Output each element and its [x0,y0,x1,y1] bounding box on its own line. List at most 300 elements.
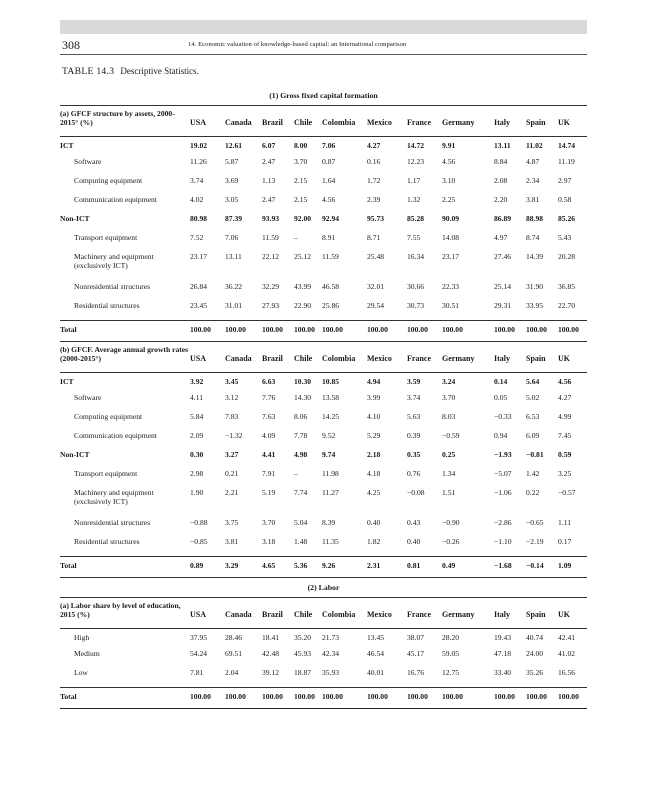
table-cell: 35.26 [526,668,544,677]
table-row [60,431,587,450]
column-header-row [60,342,587,372]
column-header: Spain [526,354,546,363]
table-cell: 2.04 [225,668,239,677]
table-cell: 37.95 [190,633,208,642]
table-cell: 40.01 [367,668,385,677]
row-label-text-line2: (exclusively ICT) [74,497,128,507]
table-cell: −1.06 [494,488,512,497]
table-cell: 43.99 [294,282,312,291]
row-label [60,325,190,334]
table-row [60,233,587,252]
table-cell: 5.36 [294,561,308,570]
table-cell: 36.85 [558,282,576,291]
table-cell: 46.54 [367,649,385,658]
part-heading: (a) Labor share by level of education, 2015 (%) [60,601,181,619]
table-cell: 4.27 [558,393,572,402]
table-cell: 13.45 [367,633,385,642]
table-cell: 7.91 [262,469,276,478]
row-label [60,692,190,701]
table-cell: 4.10 [367,412,381,421]
table-cell: 2.09 [190,431,204,440]
table-cell: 1.51 [442,488,456,497]
table-cell: 1.17 [407,176,421,185]
table-cell: 19.02 [190,141,208,150]
table-cell: 0.35 [407,450,421,459]
table-cell: 30.51 [442,301,460,310]
column-header: Spain [526,610,546,619]
row-label [60,488,190,506]
row-label-text: Total [60,325,77,334]
table-cell: 2.47 [262,195,276,204]
row-label-text: Computing equipment [74,412,143,421]
table-row [60,157,587,176]
table-cell: 3.75 [225,518,239,527]
table-cell: 4.11 [190,393,204,402]
table-cell: 5.87 [225,157,239,166]
table-cell: 2.15 [294,195,308,204]
table-cell: 2.39 [367,195,381,204]
table-cell: −5.07 [494,469,512,478]
row-label-text-line2: (exclusively ICT) [74,261,128,271]
table-cell: 11.59 [262,233,279,242]
table-cell: 23.17 [190,252,208,261]
table-cell: 18.41 [262,633,280,642]
table-cell: – [294,233,298,242]
table-cell: 3.99 [367,393,381,402]
table-cell: 23.45 [190,301,208,310]
table-cell: 3.70 [294,157,308,166]
row-label-text: ICT [60,377,74,386]
table-cell: 100.00 [558,325,579,334]
table-cell: 6.63 [262,377,276,386]
total-row [60,321,587,341]
table-title [62,66,199,77]
column-header: Italy [494,610,510,619]
column-header: France [407,118,431,127]
row-label-text: Non-ICT [60,214,90,223]
table-row [60,668,587,687]
table-cell: 11.19 [558,157,575,166]
table-cell: 3.70 [442,393,456,402]
row-label [60,633,190,642]
row-label [60,157,190,166]
table-name: Descriptive Statistics. [120,66,199,76]
column-header: Brazil [262,610,283,619]
table-cell: 6.09 [526,431,540,440]
table-cell: 11.02 [526,141,543,150]
table-cell: 100.00 [526,325,547,334]
table-cell: 9.91 [442,141,456,150]
column-header: Germany [442,610,475,619]
table-cell: 100.00 [442,692,463,701]
column-header: Colombia [322,354,356,363]
table-cell: 100.00 [225,692,246,701]
table-cell: 7.74 [294,488,308,497]
table-cell: 90.09 [442,214,460,223]
table-cell: 100.00 [190,692,211,701]
table-cell: 16.76 [407,668,425,677]
table-cell: 3.10 [442,176,456,185]
table-cell: – [294,469,298,478]
table-cell: 47.18 [494,649,512,658]
row-label-text: Communication equipment [74,195,157,204]
table-cell: 6.07 [262,141,276,150]
table-cell: −1.32 [225,431,243,440]
table-row [60,488,587,518]
table-cell: 4.65 [262,561,276,570]
table-cell: 100.00 [225,325,246,334]
table-cell: 1.64 [322,176,336,185]
table-cell: 0.81 [407,561,421,570]
column-header: Mexico [367,118,392,127]
table-cell: 5.64 [526,377,540,386]
column-header: Chile [294,118,313,127]
table-cell: 5.84 [190,412,204,421]
table-cell: 30.73 [407,301,425,310]
table-cell: −0.57 [558,488,576,497]
table-cell: 8.74 [526,233,540,242]
table-cell: 1.09 [558,561,572,570]
table-cell: 5.29 [367,431,381,440]
row-label [60,537,190,546]
table-cell: 80.98 [190,214,208,223]
table-cell: 29.31 [494,301,512,310]
column-header: USA [190,610,207,619]
table-cell: 0.43 [407,518,421,527]
part-heading: (a) GFCF structure by assets, 2000-2015° (%) [60,109,175,127]
table-cell: 0.05 [494,393,508,402]
table-cell: 3.29 [225,561,239,570]
table-cell: 9.26 [322,561,336,570]
table-cell: 0.94 [494,431,508,440]
table-cell: 25.12 [294,252,312,261]
table-cell: 32.01 [367,282,385,291]
table-row [60,195,587,214]
table-cell: 12.61 [225,141,243,150]
row-label [60,377,190,386]
table-cell: 100.00 [262,692,283,701]
table-cell: 0.14 [494,377,508,386]
table-cell: 4.02 [190,195,204,204]
table-cell: 14.25 [322,412,340,421]
row-label [60,195,190,204]
table-row [60,450,587,469]
table-cell: 38.07 [407,633,425,642]
section-title: (2) Labor [307,583,340,592]
column-header: Mexico [367,354,392,363]
table-cell: 100.00 [526,692,547,701]
table-cell: 4.87 [526,157,540,166]
table-cell: 11.26 [190,157,207,166]
table-cell: 100.00 [494,692,515,701]
table-cell: 0.16 [367,157,381,166]
table-cell: 11.27 [322,488,339,497]
table-cell: 4.09 [262,431,276,440]
table-cell: 16.56 [558,668,576,677]
table-cell: 100.00 [190,325,211,334]
table-cell: 40.74 [526,633,544,642]
table-cell: 0.30 [190,450,204,459]
column-header-row [60,106,587,136]
table-cell: −0.90 [442,518,460,527]
table-cell: 8.00 [294,141,308,150]
table-cell: 6.53 [526,412,540,421]
column-header: Italy [494,118,510,127]
table-cell: −0.33 [494,412,512,421]
table-cell: 100.00 [294,692,315,701]
table-cell: 16.34 [407,252,425,261]
table-cell: 41.02 [558,649,576,658]
table-cell: 0.59 [558,450,572,459]
table-cell: 8.71 [367,233,381,242]
table-cell: 2.47 [262,157,276,166]
table-cell: 31.01 [225,301,243,310]
table-cell: 4.41 [262,450,276,459]
row-label-text: Low [74,668,88,677]
table-cell: 30.66 [407,282,425,291]
table-cell: 5.02 [526,393,540,402]
table-cell: 3.92 [190,377,204,386]
table-cell: 100.00 [407,325,428,334]
table-cell: 36.22 [225,282,243,291]
table-row [60,629,587,649]
column-header: Brazil [262,118,283,127]
table-cell: 33.40 [494,668,512,677]
row-label-text: Transport equipment [74,469,138,478]
table-cell: 11.35 [322,537,339,546]
table-cell: 3.74 [190,176,204,185]
table-cell: 13.11 [494,141,511,150]
table-cell: 14.08 [442,233,460,242]
column-header: Colombia [322,118,356,127]
table-cell: 26.84 [190,282,208,291]
table-cell: 0.21 [225,469,239,478]
column-header: USA [190,118,207,127]
table-row [60,214,587,233]
table-cell: 0.40 [407,537,421,546]
table-cell: 86.89 [494,214,512,223]
table-cell: 4.18 [367,469,381,478]
table-cell: 11.59 [322,252,339,261]
table-row [60,412,587,431]
table-cell: 0.58 [558,195,572,204]
row-label [60,668,190,677]
column-header: UK [558,118,570,127]
table-cell: 45.93 [294,649,312,658]
row-label [60,649,190,658]
table-cell: 3.59 [407,377,421,386]
row-label-text: Total [60,561,77,570]
table-cell: 25.14 [494,282,512,291]
column-header: Germany [442,354,475,363]
row-label-text: Communication equipment [74,431,157,440]
table-cell: 2.97 [558,176,572,185]
table-cell: 0.49 [442,561,456,570]
table-cell: 100.00 [407,692,428,701]
table-cell: 12.75 [442,668,460,677]
table-label: TABLE 14.3 [62,66,115,77]
table-cell: 14.72 [407,141,425,150]
table-cell: 23.17 [442,252,460,261]
column-header: Mexico [367,610,392,619]
table-cell: 5.63 [407,412,421,421]
table-cell: 3.18 [262,537,276,546]
column-header: France [407,354,431,363]
table-cell: 3.70 [262,518,276,527]
table-cell: 1.82 [367,537,381,546]
table-cell: 4.25 [367,488,381,497]
table-cell: 14.74 [558,141,576,150]
table-cell: 7.06 [225,233,239,242]
table-cell: 2.08 [494,176,508,185]
table-cell: 7.63 [262,412,276,421]
table-cell: 0.89 [190,561,204,570]
table-cell: 3.27 [225,450,239,459]
table-row [60,137,587,157]
table-cell: 4.56 [322,195,336,204]
table-cell: 13.58 [322,393,340,402]
table-cell: 11.98 [322,469,339,478]
column-header: Canada [225,354,252,363]
table-cell: 28.46 [225,633,243,642]
row-label [60,450,190,459]
table-cell: 1.42 [526,469,540,478]
table-cell: 3.81 [225,537,239,546]
table-row [60,282,587,301]
table-cell: 0.39 [407,431,421,440]
table-cell: 4.97 [494,233,508,242]
table-cell: 25.48 [367,252,385,261]
table-cell: 42.41 [558,633,576,642]
table-cell: 4.56 [442,157,456,166]
table-row [60,176,587,195]
table-cell: 100.00 [442,325,463,334]
table-row [60,537,587,556]
column-header: Germany [442,118,475,127]
column-header: UK [558,354,570,363]
page-number: 308 [62,38,80,52]
table-cell: 14.39 [526,252,544,261]
table-row [60,469,587,488]
table-cell: 2.15 [294,176,308,185]
table-cell: 1.32 [407,195,421,204]
table-cell: 27.46 [494,252,512,261]
table-cell: 2.98 [190,469,204,478]
table-cell: 100.00 [322,325,343,334]
table-cell: −1.10 [494,537,512,546]
row-label-text: Machinery and equipment [74,252,154,261]
table-cell: 2.18 [367,450,381,459]
table-cell: 8.06 [294,412,308,421]
table-cell: −0.14 [526,561,544,570]
table-cell: 3.24 [442,377,456,386]
table-cell: 0.25 [442,450,456,459]
table-cell: 54.24 [190,649,208,658]
table-cell: 0.76 [407,469,421,478]
table-cell: 5.43 [558,233,572,242]
table-cell: 87.39 [225,214,243,223]
table-cell: 1.90 [190,488,204,497]
row-label-text: Software [74,393,102,402]
table-cell: 4.56 [558,377,572,386]
column-header: USA [190,354,207,363]
table-cell: 7.06 [322,141,336,150]
row-label [60,282,190,291]
row-label [60,176,190,185]
row-label [60,252,190,270]
table-cell: 7.76 [262,393,276,402]
table-cell: 69.51 [225,649,243,658]
table-cell: −1.93 [494,450,512,459]
table-cell: −0.85 [190,537,208,546]
table-cell: 4.98 [294,450,308,459]
table-row [60,373,587,393]
table-cell: 22.12 [262,252,280,261]
table-cell: 9.52 [322,431,336,440]
table-row [60,649,587,668]
column-header: UK [558,610,570,619]
table-cell: 1.11 [558,518,572,527]
column-header: Spain [526,118,546,127]
row-label [60,561,190,570]
table-cell: 100.00 [494,325,515,334]
row-label-text: Non-ICT [60,450,90,459]
table-cell: 1.48 [294,537,308,546]
row-label [60,141,190,150]
table-cell: 93.93 [262,214,280,223]
table-row [60,393,587,412]
table-row [60,518,587,537]
header-bar [60,20,587,34]
table-cell: 35.93 [322,668,340,677]
table-cell: 35.20 [294,633,312,642]
table-cell: 85.26 [558,214,576,223]
table-cell: 2.25 [442,195,456,204]
row-label [60,393,190,402]
table-cell: 14.30 [294,393,312,402]
table-cell: 100.00 [367,325,388,334]
table-cell: 8.84 [494,157,508,166]
row-label-text: Machinery and equipment [74,488,154,497]
table-cell: 1.13 [262,176,276,185]
part-heading: (b) GFCF. Average annual growth rates (2000-2015°) [60,345,189,363]
table-cell: 0.17 [558,537,572,546]
row-label [60,214,190,223]
row-label-text: High [74,633,90,642]
table-cell: 7.78 [294,431,308,440]
table-cell: 7.55 [407,233,421,242]
table-cell: 8.03 [442,412,456,421]
table-cell: 100.00 [322,692,343,701]
table-cell: 2.34 [526,176,540,185]
table-cell: 100.00 [558,692,579,701]
table-cell: −0.88 [190,518,208,527]
table-cell: −1.68 [494,561,512,570]
table-cell: 4.27 [367,141,381,150]
table-cell: 12.23 [407,157,425,166]
row-label [60,412,190,421]
table-cell: 7.45 [558,431,572,440]
row-label-text: Transport equipment [74,233,138,242]
row-label [60,233,190,242]
column-header: Colombia [322,610,356,619]
table-cell: 31.90 [526,282,544,291]
table-cell: 95.73 [367,214,385,223]
table-cell: 3.81 [526,195,540,204]
table-cell: 85.28 [407,214,425,223]
table-row [60,252,587,282]
descriptive-statistics-table [60,86,587,709]
